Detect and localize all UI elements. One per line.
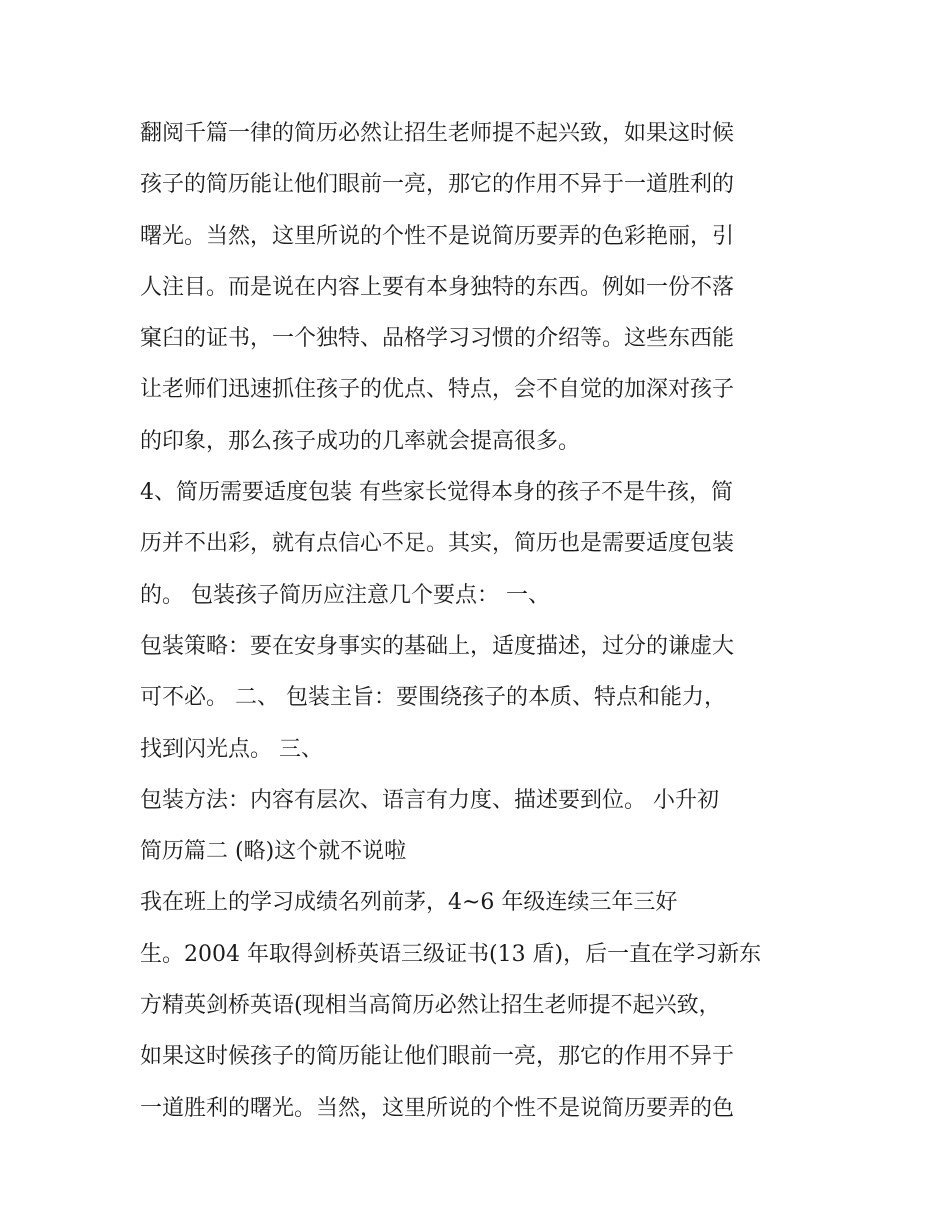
document-body: [140, 108, 830, 1134]
text-line: 我在班上的学习成绩名列前茅，4~6 年级连续三年三好: [140, 890, 678, 916]
text-line: 的。 包装孩子简历应注意几个要点： 一、: [140, 582, 550, 608]
text-line: 方精英剑桥英语(现相当高简历必然让招生老师提不起兴致，: [140, 993, 721, 1019]
text-line: 4、简历需要适度包装 有些家长觉得本身的孩子不是牛孩，简: [140, 480, 733, 506]
text-line: 简历篇二 (略)这个就不说啦: [140, 839, 407, 865]
text-line: 生。2004 年取得剑桥英语三级证书(13 盾)，后一直在学习新东: [140, 941, 762, 967]
text-line: 找到闪光点。 三、: [140, 736, 323, 762]
text-line: 人注目。而是说在内容上要有本身独特的东西。例如一份不落: [140, 274, 735, 300]
text-line: 可不必。 二、 包装主旨：要围绕孩子的本质、特点和能力，: [140, 685, 726, 711]
text-line: 包装方法：内容有层次、语言有力度、描述要到位。 小升初: [140, 787, 719, 813]
text-line: 如果这时候孩子的简历能让他们眼前一亮，那它的作用不异于: [140, 1044, 735, 1070]
text-line: 一道胜利的曙光。当然，这里所说的个性不是说简历要弄的色: [140, 1095, 735, 1121]
text-line: 曙光。当然，这里所说的个性不是说简历要弄的色彩艳丽，引: [140, 223, 735, 249]
text-line: 历并不出彩，就有点信心不足。其实，简历也是需要适度包装: [140, 531, 735, 557]
text-line: 孩子的简历能让他们眼前一亮，那它的作用不异于一道胜利的: [140, 172, 735, 198]
text-line: 包装策略：要在安身事实的基础上，适度描述，过分的谦虚大: [140, 633, 735, 659]
text-line: 翻阅千篇一律的简历必然让招生老师提不起兴致，如果这时候: [140, 121, 735, 146]
text-line: 的印象，那么孩子成功的几率就会提高很多。: [140, 428, 581, 454]
text-line: 窠臼的证书，一个独特、品格学习习惯的介绍等。这些东西能: [140, 326, 735, 352]
text-line: 让老师们迅速抓住孩子的优点、特点，会不自觉的加深对孩子: [140, 377, 735, 403]
